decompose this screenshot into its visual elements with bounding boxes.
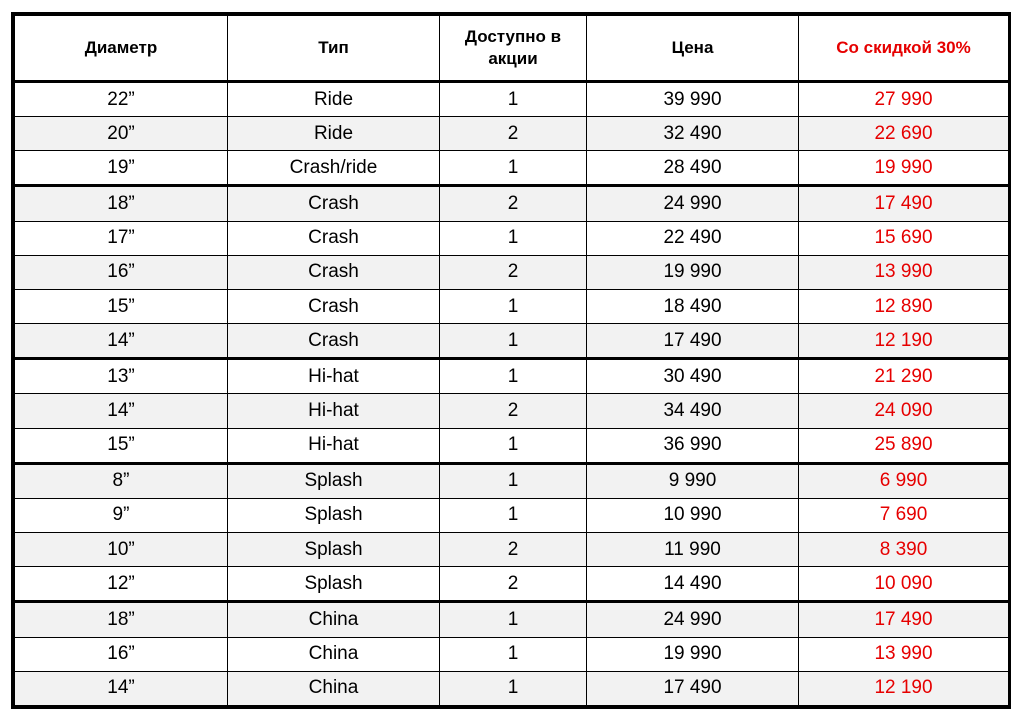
cell-price: 30 490 xyxy=(587,359,799,394)
cell-discount-price: 15 690 xyxy=(799,221,1009,255)
cell-discount-price: 12 190 xyxy=(799,324,1009,359)
cell-available: 1 xyxy=(440,151,587,186)
cell-discount-price: 10 090 xyxy=(799,567,1009,602)
cell-discount-price: 27 990 xyxy=(799,82,1009,117)
header-available: Доступно в акции xyxy=(440,16,587,82)
cell-price: 24 990 xyxy=(587,186,799,221)
cell-discount-price: 24 090 xyxy=(799,394,1009,428)
cell-available: 2 xyxy=(440,567,587,602)
cell-price: 28 490 xyxy=(587,151,799,186)
cell-diameter: 15” xyxy=(15,289,228,323)
cell-discount-price: 25 890 xyxy=(799,428,1009,463)
cell-type: Crash xyxy=(228,221,440,255)
cell-available: 2 xyxy=(440,117,587,151)
cell-type: Splash xyxy=(228,533,440,567)
table-row xyxy=(15,359,1009,394)
table-row xyxy=(15,117,1009,151)
cell-available: 2 xyxy=(440,186,587,221)
cell-diameter: 9” xyxy=(15,498,228,532)
table-body xyxy=(15,82,1009,706)
cell-discount-price: 13 990 xyxy=(799,255,1009,289)
table-row xyxy=(15,567,1009,602)
cell-type: Crash/ride xyxy=(228,151,440,186)
cell-available: 2 xyxy=(440,533,587,567)
cell-diameter: 8” xyxy=(15,463,228,498)
cell-type: Ride xyxy=(228,82,440,117)
cell-diameter: 14” xyxy=(15,324,228,359)
cell-price: 11 990 xyxy=(587,533,799,567)
cell-diameter: 18” xyxy=(15,602,228,637)
cell-diameter: 15” xyxy=(15,428,228,463)
cell-type: Hi-hat xyxy=(228,359,440,394)
cell-type: Hi-hat xyxy=(228,394,440,428)
cell-price: 14 490 xyxy=(587,567,799,602)
cell-price: 36 990 xyxy=(587,428,799,463)
cell-discount-price: 13 990 xyxy=(799,637,1009,671)
cell-available: 1 xyxy=(440,637,587,671)
cell-type: China xyxy=(228,602,440,637)
table-row xyxy=(15,463,1009,498)
cell-available: 1 xyxy=(440,602,587,637)
cell-diameter: 14” xyxy=(15,671,228,705)
cell-price: 24 990 xyxy=(587,602,799,637)
cell-diameter: 19” xyxy=(15,151,228,186)
cell-type: Ride xyxy=(228,117,440,151)
cell-diameter: 20” xyxy=(15,117,228,151)
cell-type: Splash xyxy=(228,463,440,498)
header-discount-price: Со скидкой 30% xyxy=(799,16,1009,82)
cell-discount-price: 7 690 xyxy=(799,498,1009,532)
table-row xyxy=(15,221,1009,255)
cell-type: China xyxy=(228,671,440,705)
cell-price: 10 990 xyxy=(587,498,799,532)
cell-diameter: 12” xyxy=(15,567,228,602)
table-row xyxy=(15,151,1009,186)
cell-diameter: 14” xyxy=(15,394,228,428)
cell-discount-price: 17 490 xyxy=(799,602,1009,637)
cell-price: 18 490 xyxy=(587,289,799,323)
cell-available: 1 xyxy=(440,221,587,255)
cell-price: 17 490 xyxy=(587,324,799,359)
cell-price: 17 490 xyxy=(587,671,799,705)
cell-diameter: 10” xyxy=(15,533,228,567)
cell-type: Splash xyxy=(228,567,440,602)
table-row xyxy=(15,186,1009,221)
cell-discount-price: 19 990 xyxy=(799,151,1009,186)
cell-available: 1 xyxy=(440,324,587,359)
table-row xyxy=(15,289,1009,323)
cell-discount-price: 17 490 xyxy=(799,186,1009,221)
cell-type: Crash xyxy=(228,289,440,323)
cell-available: 1 xyxy=(440,82,587,117)
cell-discount-price: 22 690 xyxy=(799,117,1009,151)
table-row xyxy=(15,255,1009,289)
table-row xyxy=(15,637,1009,671)
cell-diameter: 16” xyxy=(15,255,228,289)
cell-available: 1 xyxy=(440,671,587,705)
table-row xyxy=(15,602,1009,637)
cell-discount-price: 21 290 xyxy=(799,359,1009,394)
price-table-container xyxy=(11,12,1011,709)
cell-available: 1 xyxy=(440,463,587,498)
table-row xyxy=(15,533,1009,567)
cell-diameter: 22” xyxy=(15,82,228,117)
cell-type: Crash xyxy=(228,324,440,359)
cell-available: 1 xyxy=(440,498,587,532)
cell-available: 2 xyxy=(440,394,587,428)
cell-type: Crash xyxy=(228,186,440,221)
cell-type: Splash xyxy=(228,498,440,532)
table-row xyxy=(15,498,1009,532)
cell-price: 39 990 xyxy=(587,82,799,117)
cell-discount-price: 6 990 xyxy=(799,463,1009,498)
table-row xyxy=(15,671,1009,705)
cell-price: 19 990 xyxy=(587,637,799,671)
cell-price: 9 990 xyxy=(587,463,799,498)
cell-type: China xyxy=(228,637,440,671)
cell-discount-price: 12 190 xyxy=(799,671,1009,705)
table-row xyxy=(15,394,1009,428)
cell-diameter: 18” xyxy=(15,186,228,221)
cell-discount-price: 12 890 xyxy=(799,289,1009,323)
cell-available: 1 xyxy=(440,359,587,394)
table-row xyxy=(15,428,1009,463)
price-table xyxy=(14,15,1009,706)
header-diameter: Диаметр xyxy=(15,16,228,82)
cell-available: 1 xyxy=(440,289,587,323)
cell-available: 2 xyxy=(440,255,587,289)
header-type: Тип xyxy=(228,16,440,82)
cell-discount-price: 8 390 xyxy=(799,533,1009,567)
header-row xyxy=(15,16,1009,82)
table-row xyxy=(15,324,1009,359)
cell-available: 1 xyxy=(440,428,587,463)
cell-diameter: 17” xyxy=(15,221,228,255)
cell-price: 22 490 xyxy=(587,221,799,255)
cell-price: 19 990 xyxy=(587,255,799,289)
cell-type: Hi-hat xyxy=(228,428,440,463)
cell-diameter: 13” xyxy=(15,359,228,394)
cell-price: 32 490 xyxy=(587,117,799,151)
cell-price: 34 490 xyxy=(587,394,799,428)
cell-type: Crash xyxy=(228,255,440,289)
header-price: Цена xyxy=(587,16,799,82)
cell-diameter: 16” xyxy=(15,637,228,671)
table-row xyxy=(15,82,1009,117)
